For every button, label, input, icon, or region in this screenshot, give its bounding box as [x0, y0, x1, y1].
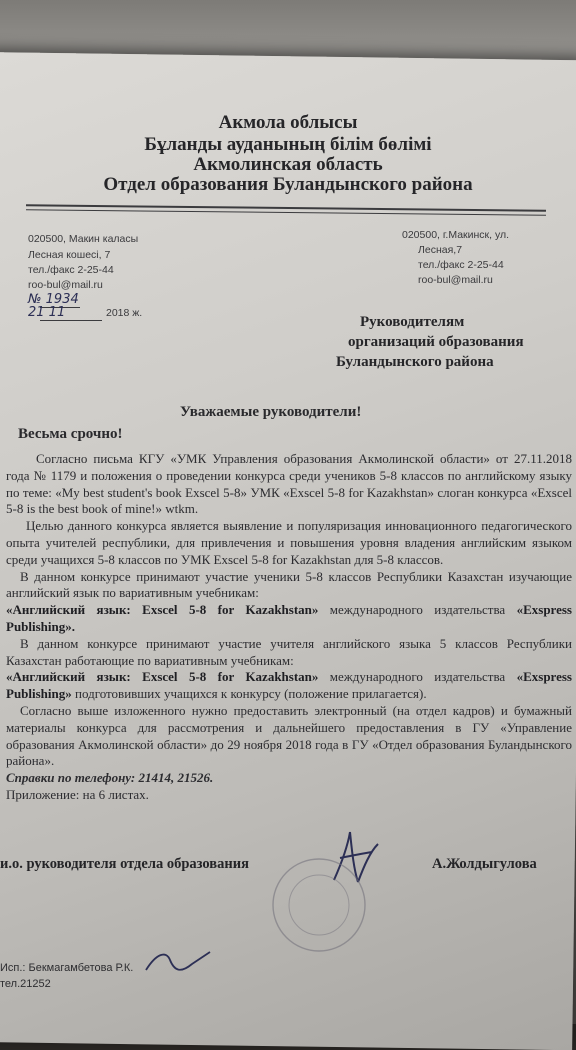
attachment-line: Приложение: на 6 листах. — [6, 786, 149, 802]
left-address-line-1: 020500, Макин каласы — [28, 233, 139, 245]
right-address-line-1: 020500, г.Макинск, ул. — [402, 229, 510, 241]
right-address-line-2: Лесная,7 — [418, 244, 463, 256]
urgent-mark: Весьма срочно! — [18, 426, 123, 442]
left-address-line-2: Лесная кошесі, 7 — [28, 249, 111, 261]
letter-body — [6, 451, 572, 804]
paragraph-4-text: международного издательства — [318, 602, 517, 618]
year-suffix: 2018 ж. — [106, 307, 143, 319]
paragraph-5: В данном конкурсе принимают участие учителя английского языка 5 классов Республики Казахстан работающие по вариативным учебникам: — [6, 635, 572, 668]
executor-phone: тел.21252 — [0, 978, 51, 990]
textbook-title: «Английский язык: Exscel 5-8 for Kazakhstan» — [6, 602, 319, 618]
phones-line: Справки по телефону: 21414, 21526. — [6, 770, 214, 786]
publisher-name: «Exspress Publishing». — [6, 602, 572, 634]
header-line-1: Акмола облысы — [218, 112, 358, 133]
date-underline — [40, 320, 102, 321]
executor-line: Исп.: Бекмагамбетова Р.К. — [0, 962, 134, 974]
left-address-line-3: тел./факс 2-25-44 — [28, 264, 114, 276]
paragraph-7: Согласно выше изложенного нужно предоставить электронный (на отдел кадров) и бумажный материалы конкурса для рассмотрения и дальнейшего предоставления в ГУ «Управление образования Акмолинской области» до 29 ноября 2018 года в ГУ «Отдел образования Буландынского района». — [6, 702, 572, 769]
greeting: Уважаемые руководители! — [180, 404, 362, 420]
header-line-4: Отдел образования Буландынского района — [103, 174, 473, 195]
recipient-line-2: организаций образования — [348, 334, 524, 350]
recipient-line-1: Руководителям — [360, 314, 465, 330]
outgoing-number: № 1934 — [28, 292, 79, 307]
paragraph-2: Целью данного конкурса является выявление и популяризация инновационного педагогического опыта учителей республики, для привлечения и повышения уровня владения английским языком среди учащихся 5-8 классов по УМК Exscel 5-8 for Kazakhstan для 5-8 классов. — [6, 518, 572, 567]
outgoing-date: 21 11 — [28, 305, 66, 320]
signer-position: и.о. руководителя отдела образования — [0, 856, 249, 872]
publisher-name-2: «Exspress Publishing» — [6, 669, 572, 702]
executor-signature — [140, 940, 220, 984]
paragraph-6 — [6, 669, 572, 703]
paragraph-3: В данном конкурсе принимают участие ученики 5-8 классов Республики Казахстан изучающие английский язык по вариативным учебникам: — [6, 568, 572, 601]
official-stamp — [264, 850, 374, 960]
signer-name: А.Жолдыгулова — [432, 856, 537, 872]
paragraph-1: Согласно письма КГУ «УМК Управления образования Акмолинской области» от 27.11.2018 года № 1179 и положения о проведении конкурса среди учеников 5-8 классов по английскому языку по теме: «My best student's book Exscel 5-8» УМК «Exscel 5-8 for Kazakhstan» слоган конкурса «Exscel 5-8 is the best book of mine!» wtkm. — [6, 451, 572, 517]
paragraph-4 — [6, 602, 572, 636]
right-address-line-4: roo-bul@mail.ru — [418, 274, 493, 286]
left-address-line-4: roo-bul@mail.ru — [28, 279, 103, 291]
recipient-line-3: Буландынского района — [336, 354, 494, 370]
paragraph-6-text-1: международного издательства — [318, 669, 517, 685]
header-line-2: Бұланды ауданының білім бөлімі — [144, 134, 432, 155]
paragraph-6-text-2: подготовивших учащихся к конкурсу (положение прилагается). — [71, 686, 427, 702]
textbook-title-2: «Английский язык: Exscel 5-8 for Kazakhstan» — [6, 669, 319, 685]
header-line-3: Акмолинская область — [193, 154, 383, 175]
right-address-line-3: тел./факс 2-25-44 — [418, 259, 504, 271]
